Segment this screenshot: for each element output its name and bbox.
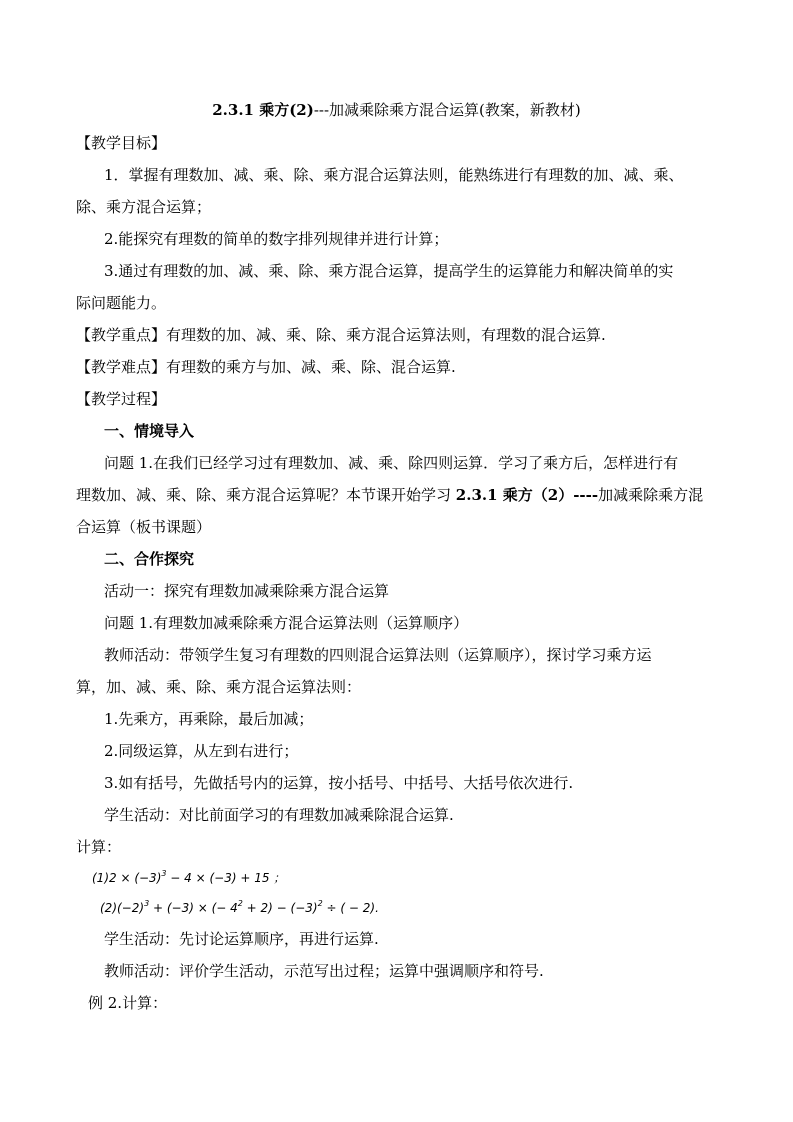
rule3: 3.如有括号，先做括号内的运算，按小括号、中括号、大括号依次进行.	[104, 774, 574, 792]
expr2-part-d: ÷ ( − 2).	[322, 901, 379, 915]
section-heading-2: 二、合作探究	[104, 550, 195, 568]
student-activity1: 学生活动：对比前面学习的有理数加减乘除混合运算.	[104, 806, 454, 824]
title-rest: ---加减乘除乘方混合运算(教案，新教材)	[313, 101, 581, 119]
student-activity2: 学生活动：先讨论运算顺序，再进行运算.	[104, 930, 379, 948]
question1-topic: 2.3.1 乘方（2）----	[455, 486, 599, 504]
expression-2	[100, 898, 379, 918]
expr1-part-a: (1)2 × (−3)	[92, 871, 162, 885]
document-title	[0, 100, 793, 120]
key-point: 【教学重点】有理数的加、减、乘、除、乘方混合运算法则，有理数的混合运算.	[76, 326, 606, 344]
expr2-part-a: (2)(−2)	[100, 901, 145, 915]
activity1: 活动一：探究有理数加减乘除乘方混合运算	[104, 582, 390, 600]
goal-heading: 【教学目标】	[76, 134, 167, 152]
expr1-exponent: 3	[161, 869, 167, 878]
process-heading: 【教学过程】	[76, 390, 167, 408]
goal3-line1: 3.通过有理数的加、减、乘、除、乘方混合运算，提高学生的运算能力和解决简单的实	[104, 262, 674, 280]
section-heading-1: 一、情境导入	[104, 422, 195, 440]
rule1: 1.先乘方，再乘除，最后加减；	[104, 710, 314, 728]
expr2-part-b: + (−3) × (− 4	[149, 901, 238, 915]
question1-tail: 加减乘除乘方混	[598, 486, 704, 504]
goal1-line1: 1．掌握有理数加、减、乘、除、乘方混合运算法则，能熟练进行有理数的加、减、乘、	[104, 166, 684, 184]
question1-text: 理数加、减、乘、除、乘方混合运算呢？本节课开始学习	[76, 486, 456, 504]
goal3-line2: 际问题能力。	[76, 294, 167, 312]
goal1-line2: 除、乘方混合运算；	[76, 198, 212, 216]
expression-1	[92, 868, 285, 888]
example2: 例 2.计算：	[88, 994, 168, 1012]
question1-line3: 合运算（板书课题）	[76, 518, 212, 536]
question2: 问题 1.有理数加减乘除乘方混合运算法则（运算顺序）	[104, 614, 469, 632]
expr1-part-b: − 4 × (−3) + 15 ；	[166, 871, 286, 885]
difficult-point: 【教学难点】有理数的乘方与加、减、乘、除、混合运算.	[76, 358, 456, 376]
title-bold: 2.3.1 乘方(2)	[212, 101, 314, 119]
calc-label: 计算：	[76, 838, 122, 856]
question1-line1: 问题 1.在我们已经学习过有理数加、减、乘、除四则运算．学习了乘方后，怎样进行有	[104, 454, 679, 472]
teacher-activity1-line2: 算，加、减、乘、除、乘方混合运算法则：	[76, 678, 362, 696]
expr2-exponent-1: 3	[144, 899, 150, 908]
expr2-part-c: + 2) − (−3)	[242, 901, 318, 915]
goal2: 2.能探究有理数的简单的数字排列规律并进行计算；	[104, 230, 449, 248]
teacher-activity2: 教师活动：评价学生活动，示范写出过程；运算中强调顺序和符号.	[104, 962, 544, 980]
teacher-activity1-line1: 教师活动：带领学生复习有理数的四则混合运算法则（运算顺序），探讨学习乘方运	[104, 646, 652, 664]
expr2-exponent-2: 2	[237, 899, 243, 908]
rule2: 2.同级运算，从左到右进行；	[104, 742, 299, 760]
question1-line2	[76, 485, 703, 505]
expr2-exponent-3: 2	[317, 899, 323, 908]
